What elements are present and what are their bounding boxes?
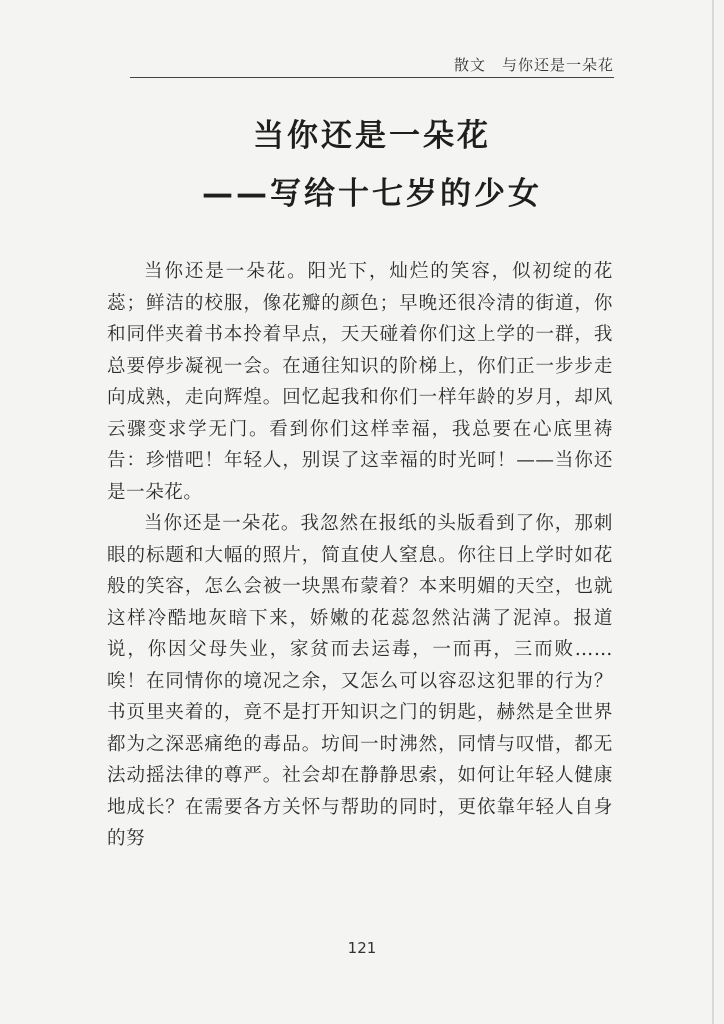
page-number: 121: [347, 939, 377, 957]
article-title: 当你还是一朵花: [253, 118, 491, 154]
running-header: [130, 54, 614, 78]
article-body: [107, 256, 613, 855]
paragraph-2: 当你还是一朵花。我忽然在报纸的头版看到了你，那刺眼的标题和大幅的照片，简直使人窒息。你往日上学时如花般的笑容，怎么会被一块黑布蒙着？本来明媚的天空，也就这样冷酷地灰暗下来，娇嫩的花蕊忽然沾满了泥淖。报道说，你因父母失业，家贫而去运毒，一而再，三而败……唉！在同情你的境况之余，又怎么可以容忍这犯罪的行为？书页里夹着的，竟不是打开知识之门的钥匙，赫然是全世界都为之深恶痛绝的毒品。坊间一时沸然，同情与叹惜，都无法动摇法律的尊严。社会却在静静思索，如何让年轻人健康地成长？在需要各方关怀与帮助的同时，更依靠年轻人自身的努: [107, 513, 613, 849]
header-chapter: 与你还是一朵花: [501, 56, 614, 74]
page-edge: [712, 0, 714, 1024]
header-rule: [130, 77, 614, 78]
paragraph-1: 当你还是一朵花。阳光下，灿烂的笑容，似初绽的花蕊；鲜洁的校服，像花瓣的颜色；早晚还很冷清的街道，你和同伴夹着书本拎着早点，天天碰着你们这上学的一群，我总要停步凝视一会。在通往知识的阶梯上，你们正一步步走向成熟，走向辉煌。回忆起我和你们一样年龄的岁月，却风云骤变求学无门。看到你们这样幸福，我总要在心底里祷告：珍惜吧！年轻人，别误了这幸福的时光呵！——当你还是一朵花。: [107, 261, 613, 503]
header-section: 散文: [453, 56, 486, 74]
article-subtitle: ——写给十七岁的少女: [202, 176, 542, 212]
